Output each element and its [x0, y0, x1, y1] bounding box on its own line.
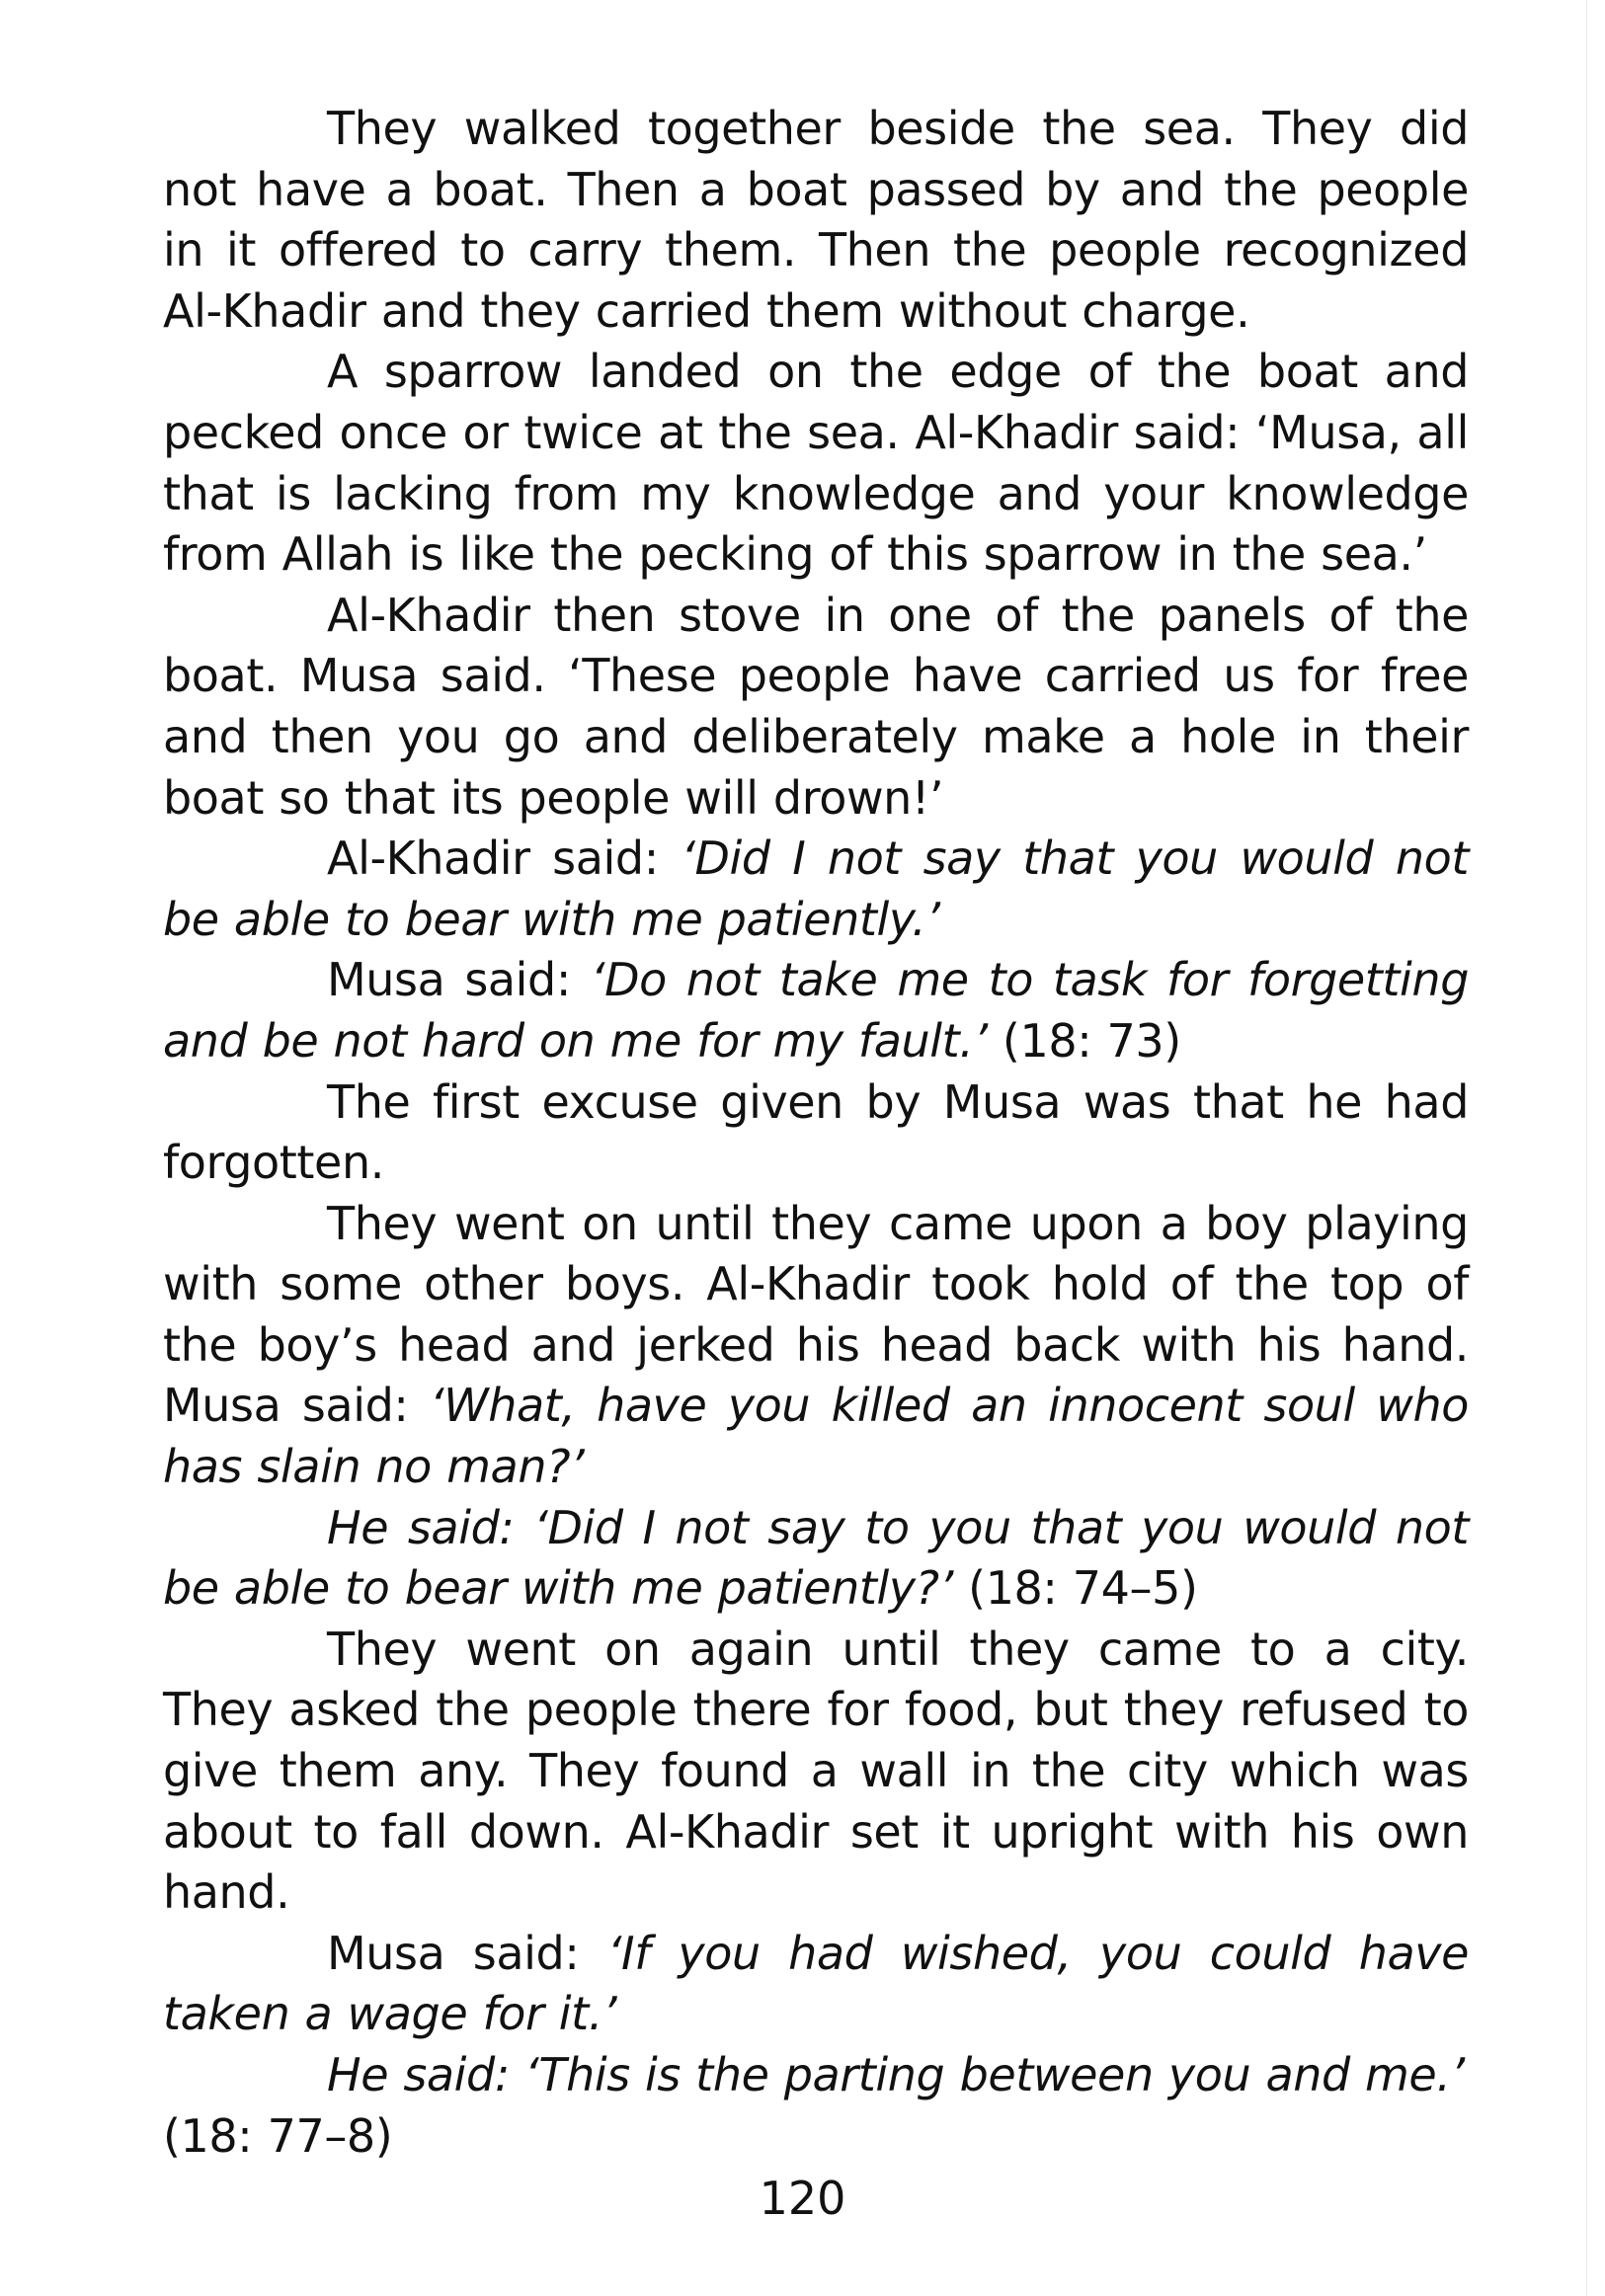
paragraph — [163, 1194, 1469, 1498]
text-run: Al-Khadir said: — [327, 831, 682, 886]
quran-quote: ‘Did I not say that you would not be able to bear with me patiently.’ — [163, 831, 1469, 946]
page-body — [163, 99, 1469, 2167]
paragraph — [163, 829, 1469, 950]
text-run: Al-Khadir then stove in one of the panels of the boat. Musa said. ‘These people have carried us for free and then you go and deliberately make a hole in their boat so that its people will drown!’ — [163, 588, 1469, 825]
verse-reference: (18: 73) — [987, 1013, 1181, 1068]
paragraph — [163, 586, 1469, 829]
paragraph — [163, 2045, 1469, 2106]
quran-quote: He said: ‘This is the parting between you and me.’ — [327, 2048, 1465, 2101]
text-run: A sparrow landed on the edge of the boat and pecked once or twice at the sea. Al-Khadir said: ‘Musa, all that is lacking from my knowledge and your knowledge from Allah is like the pecking of this sparrow in the sea.’ — [163, 345, 1469, 582]
text-run: They walked together beside the sea. They did not have a boat. Then a boat passed by and the people in it offered to carry them. Then the people recognized Al-Khadir and they carried them without charge. — [163, 102, 1469, 338]
verse-reference: (18: 74–5) — [952, 1561, 1198, 1616]
text-run: They went on again until they came to a city. They asked the people there for food, but they refused to give them any. They found a wall in the city which was about to fall down. Al-Khadir set it upright with his own hand. — [163, 1622, 1469, 1920]
paragraph — [163, 1072, 1469, 1194]
quran-quote: ‘If you had wished, you could have taken a wage for it.’ — [163, 1926, 1469, 2041]
text-run: Musa said: — [327, 1926, 607, 1980]
paragraph — [163, 950, 1469, 1071]
text-run: Musa said: — [327, 953, 591, 1007]
page-number: 120 — [759, 2172, 846, 2225]
verse-reference: (18: 77–8) — [163, 2108, 393, 2163]
text-run: The first excuse given by Musa was that he had forgotten. — [163, 1074, 1469, 1190]
paragraph — [163, 1620, 1469, 1924]
quran-quote: He said: ‘Did I not say to you that you would not be able to bear with me patiently?’ — [163, 1500, 1469, 1616]
quran-quote: ‘Do not take me to task for forgetting and be not hard on me for my fault.’ — [163, 953, 1469, 1068]
text-run: They went on until they came upon a boy playing with some other boys. Al-Khadir took hold of the top of the boy’s head and jerked his head back with his hand. Musa said: — [163, 1196, 1469, 1433]
quran-quote: ‘What, have you killed an innocent soul who has slain no man?’ — [163, 1379, 1469, 1494]
scan-edge — [1586, 0, 1587, 2296]
paragraph — [163, 342, 1469, 585]
paragraph — [163, 1924, 1469, 2045]
paragraph — [163, 1498, 1469, 1620]
paragraph — [163, 2106, 1469, 2168]
paragraph — [163, 99, 1469, 342]
